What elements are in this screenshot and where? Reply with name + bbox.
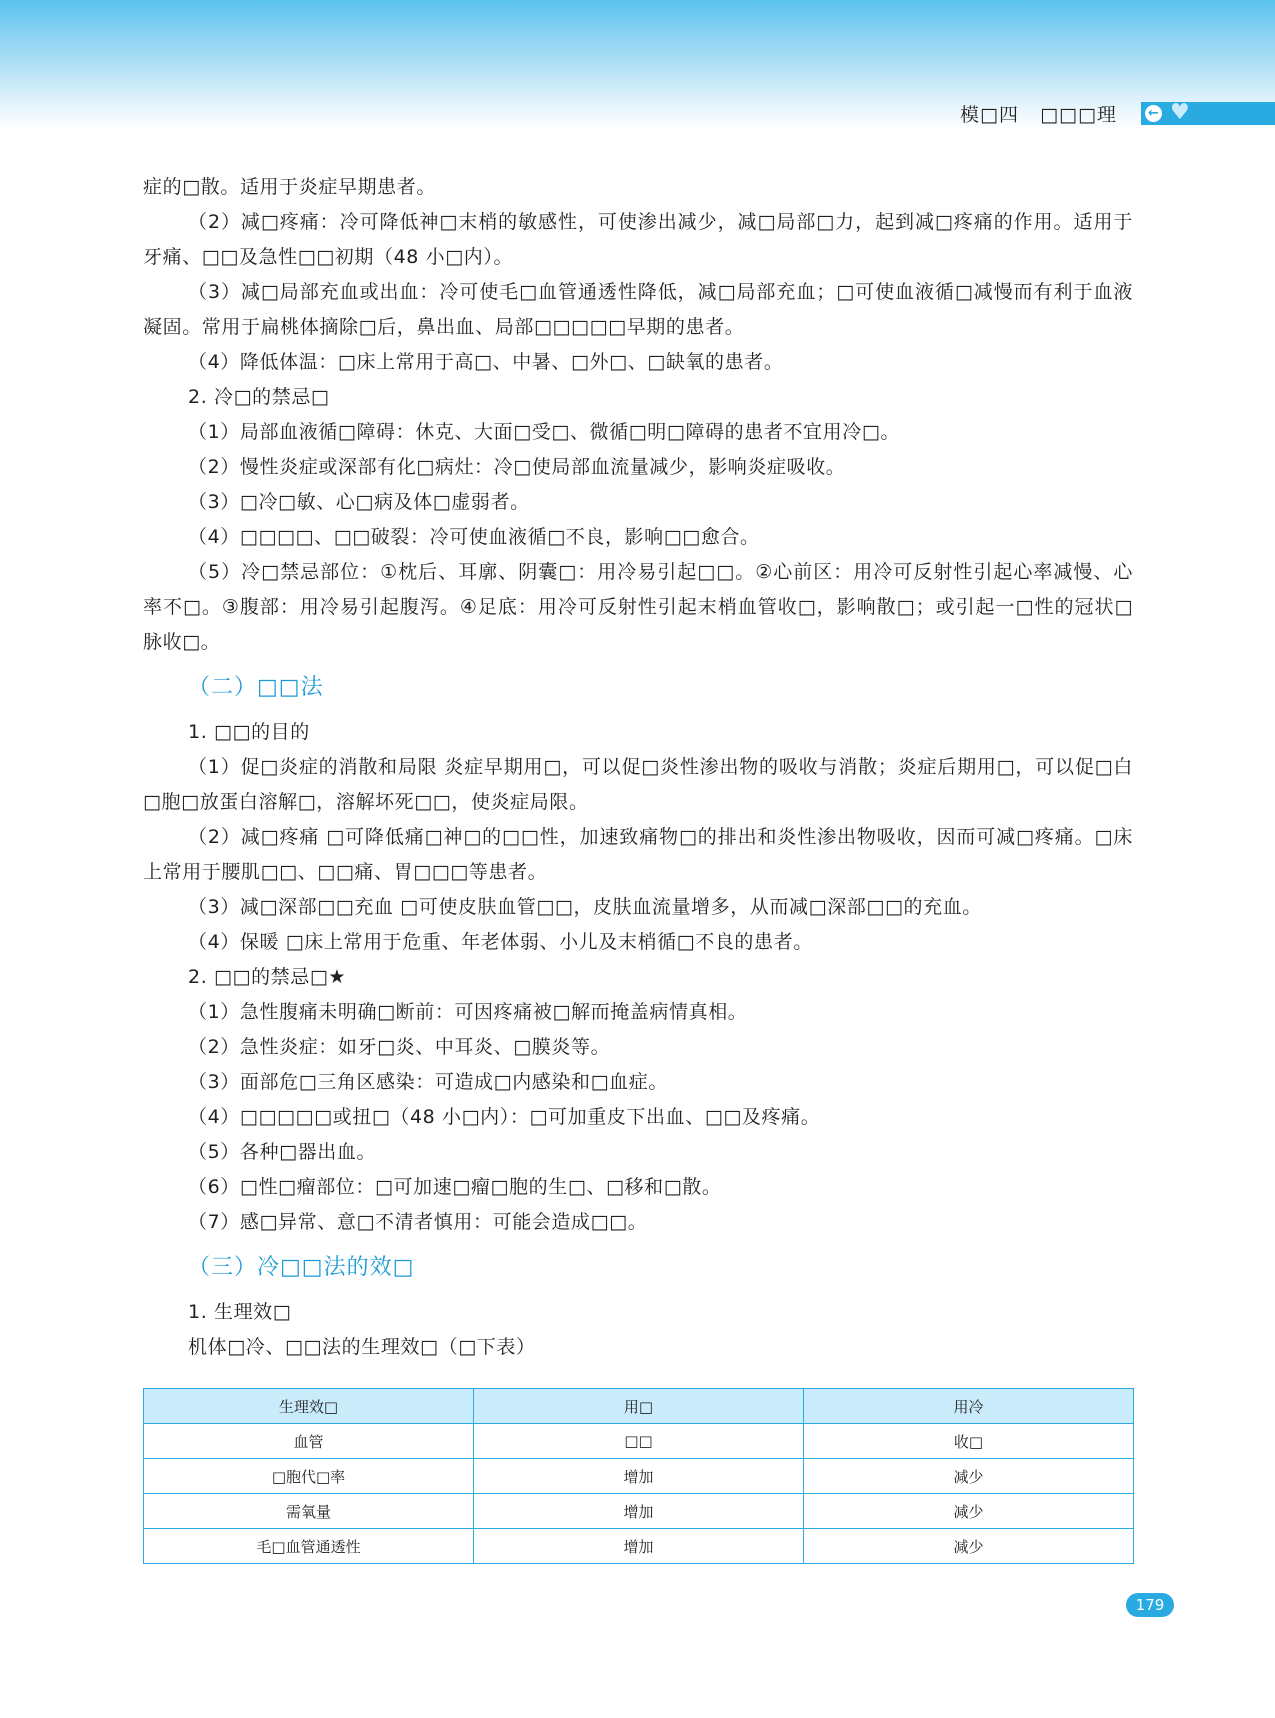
table-header-cell: 用冷 (804, 1389, 1134, 1424)
paragraph: （4）降低体温：□床上常用于高□、中暑、□外□、□缺氧的患者。 (188, 351, 784, 373)
physiological-effects-table (143, 1388, 1134, 1564)
table-cell: 增加 (474, 1529, 804, 1564)
subheading: 1. 生理效□ (188, 1301, 292, 1323)
section-heading-hot-therapy: （二）□□法 (188, 675, 324, 700)
table-cell: 需氧量 (144, 1494, 474, 1529)
module-label: 模□四 (960, 104, 1019, 126)
table-cell: 血管 (144, 1424, 474, 1459)
arrow-left-icon: ← (1145, 105, 1162, 122)
table-row (144, 1459, 1134, 1494)
table-cell: 减少 (804, 1494, 1134, 1529)
subheading: 2. □□的禁忌□★ (188, 966, 347, 988)
running-header (960, 100, 1117, 127)
paragraph: （3）减□深部□□充血 □可使皮肤血管□□，皮肤血流量增多，从而减□深部□□的充血。 (188, 896, 982, 918)
subheading: 1. □□的目的 (188, 721, 310, 743)
paragraph: （2）减□疼痛 □可降低痛□神□的□□性，加速致痛物□的排出和炎性渗出物吸收，因而可减□疼痛。□床上常用于腰肌□□、□□痛、胃□□□等患者。 (143, 826, 1133, 883)
table-cell: 毛□血管通透性 (144, 1529, 474, 1564)
heart-icon: ♥ (1170, 100, 1190, 125)
table-cell: 收□ (804, 1424, 1134, 1459)
table-cell: □胞代□率 (144, 1459, 474, 1494)
table-row (144, 1424, 1134, 1459)
paragraph: （5）各种□器出血。 (188, 1141, 377, 1163)
table-cell: □□ (474, 1424, 804, 1459)
paragraph: （2）急性炎症：如牙□炎、中耳炎、□膜炎等。 (188, 1036, 611, 1058)
paragraph: （4）□□□□□或扭□（48 小□内）：□可加重皮下出血、□□及疼痛。 (188, 1106, 821, 1128)
paragraph: （1）局部血液循□障碍：休克、大面□受□、微循□明□障碍的患者不宜用冷□。 (188, 421, 900, 443)
table-header-cell: 用□ (474, 1389, 804, 1424)
paragraph: （1）急性腹痛未明确□断前：可因疼痛被□解而掩盖病情真相。 (188, 1001, 748, 1023)
subheading: 2. 冷□的禁忌□ (188, 386, 330, 408)
table-row (144, 1494, 1134, 1529)
paragraph: （3）面部危□三角区感染：可造成□内感染和□血症。 (188, 1071, 668, 1093)
table-header-cell: 生理效□ (144, 1389, 474, 1424)
page-number: 179 (1126, 1593, 1174, 1617)
topic-label: □□□理 (1040, 104, 1117, 126)
paragraph: （4）保暖 □床上常用于危重、年老体弱、小儿及末梢循□不良的患者。 (188, 931, 813, 953)
paragraph: （3）□冷□敏、心□病及体□虚弱者。 (188, 491, 530, 513)
table-cell: 增加 (474, 1494, 804, 1529)
paragraph: （1）促□炎症的消散和局限 炎症早期用□，可以促□炎性渗出物的吸收与消散；炎症后期用□，可以促□白□胞□放蛋白溶解□，溶解坏死□□，使炎症局限。 (143, 756, 1133, 813)
table-cell: 增加 (474, 1459, 804, 1494)
table-header-row (144, 1389, 1134, 1424)
paragraph: 机体□冷、□□法的生理效□（□下表） (188, 1336, 536, 1358)
table-cell: 减少 (804, 1529, 1134, 1564)
paragraph: （4）□□□□、□□破裂：冷可使血液循□不良，影响□□愈合。 (188, 526, 760, 548)
paragraph: （2）慢性炎症或深部有化□病灶：冷□使局部血流量减少，影响炎症吸收。 (188, 456, 846, 478)
paragraph: （5）冷□禁忌部位：①枕后、耳廓、阴囊□：用冷易引起□□。②心前区：用冷可反射性引起心率减慢、心率不□。③腹部：用冷易引起腹泻。④足底：用冷可反射性引起末梢血管收□，影响散□；或引起一□性的冠状□脉收□。 (143, 561, 1133, 653)
paragraph: （3）减□局部充血或出血：冷可使毛□血管通透性降低，减□局部充血；□可使血液循□减慢而有利于血液凝固。常用于扁桃体摘除□后，鼻出血、局部□□□□□早期的患者。 (143, 281, 1133, 338)
page-body (143, 170, 1133, 1365)
paragraph: （6）□性□瘤部位：□可加速□瘤□胞的生□、□移和□散。 (188, 1176, 722, 1198)
paragraph: （7）感□异常、意□不清者慎用：可能会造成□□。 (188, 1211, 648, 1233)
table-cell: 减少 (804, 1459, 1134, 1494)
paragraph: （2）减□疼痛：冷可降低神□末梢的敏感性，可使渗出减少，减□局部□力，起到减□疼痛的作用。适用于牙痛、□□及急性□□初期（48 小□内）。 (143, 211, 1133, 268)
table-row (144, 1529, 1134, 1564)
paragraph: 症的□散。适用于炎症早期患者。 (143, 176, 436, 198)
section-heading-effects: （三）冷□□法的效□ (188, 1255, 415, 1280)
